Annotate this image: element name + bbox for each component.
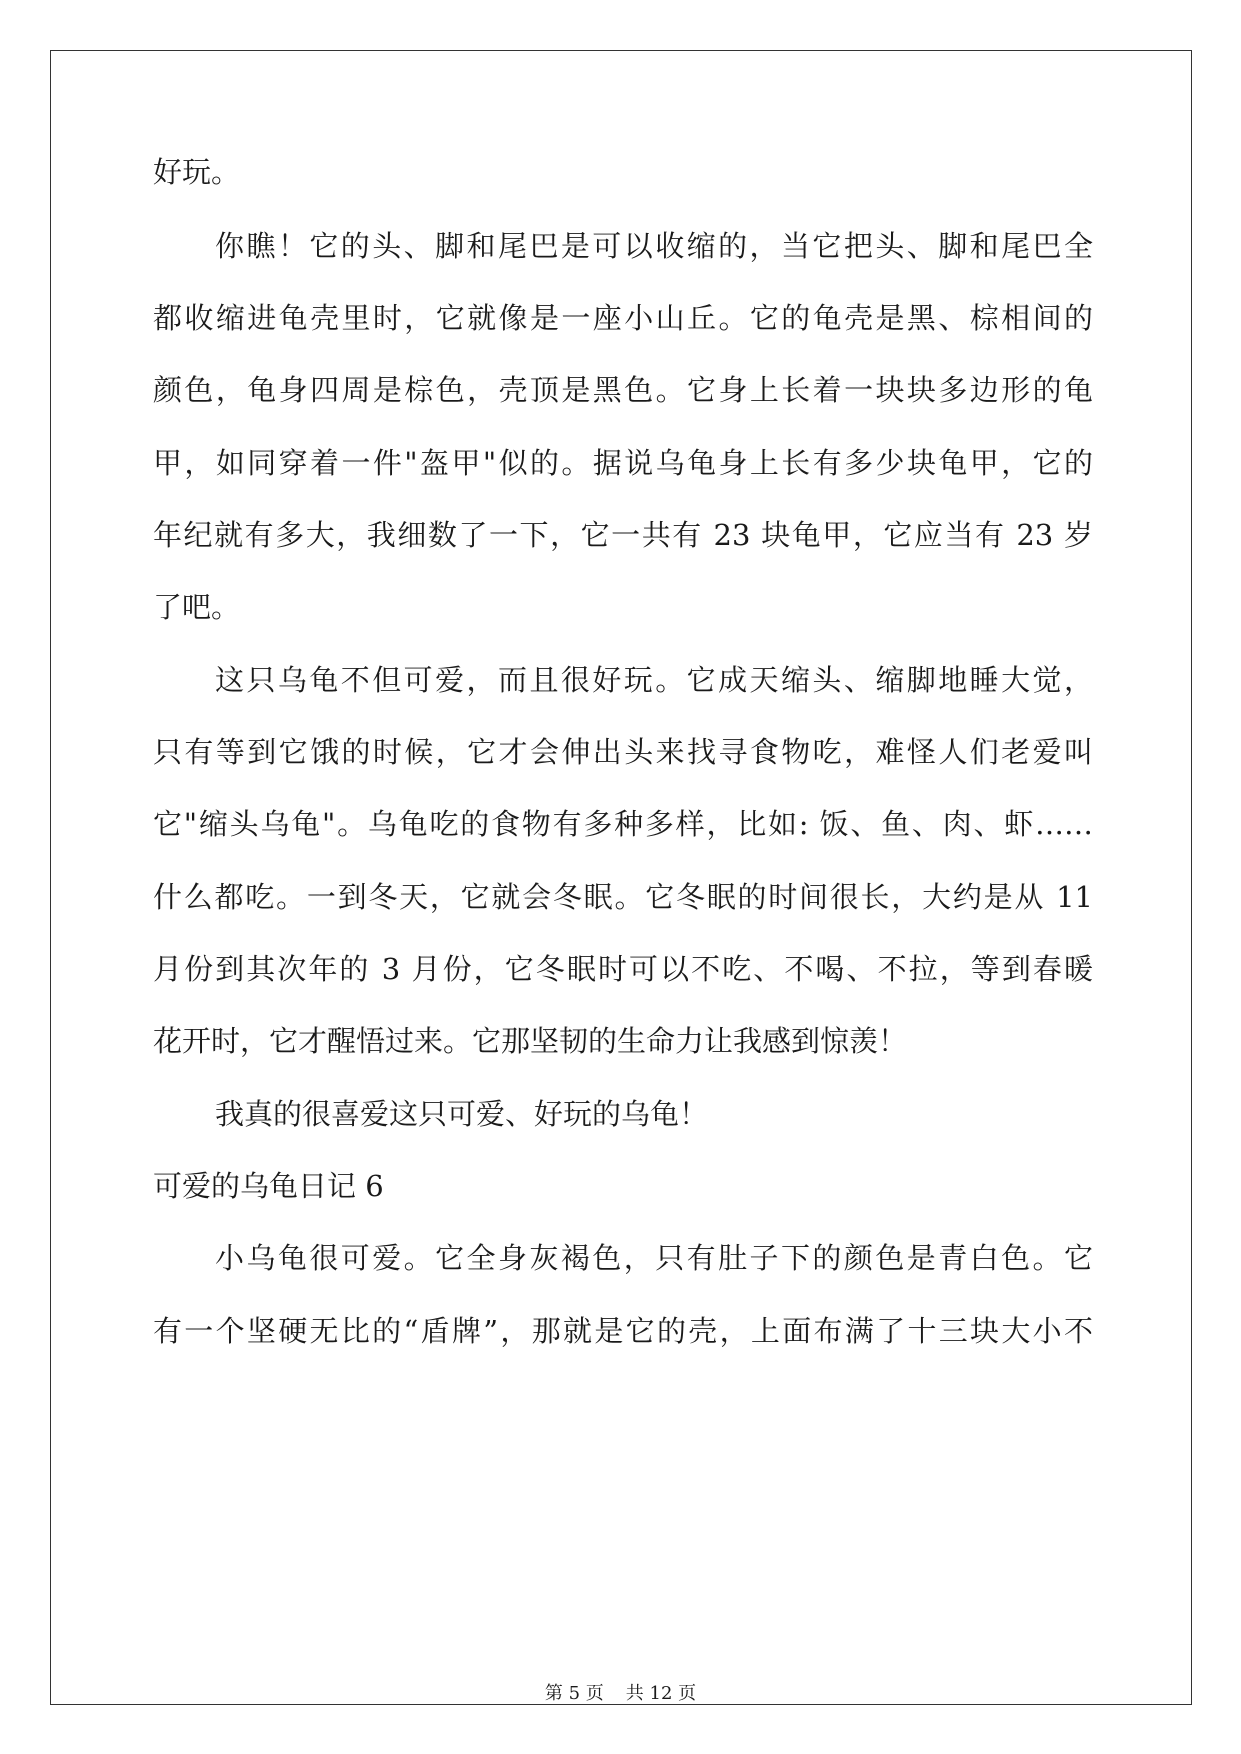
text-line: 月份到其次年的 3 月份，它冬眠时可以不吃、不喝、不拉，等到春暖 xyxy=(153,952,1093,986)
section-heading: 可爱的乌龟日记 6 xyxy=(153,1169,384,1203)
text-line: 它"缩头乌龟"。乌龟吃的食物有多种多样，比如: 饭、鱼、肉、虾…… xyxy=(153,807,1093,841)
page-footer xyxy=(0,1682,1241,1706)
paragraph-first-line: 这只乌龟不但可爱，而且很好玩。它成天缩头、缩脚地睡大觉， xyxy=(215,663,1093,697)
text-line: 颜色，龟身四周是棕色，壳顶是黑色。它身上长着一块块多边形的龟 xyxy=(153,373,1093,407)
text-line: 花开时，它才醒悟过来。它那坚韧的生命力让我感到惊羡！ xyxy=(153,1024,908,1058)
page-total: 共 12 页 xyxy=(625,1683,697,1704)
paragraph-first-line: 我真的很喜爱这只可爱、好玩的乌龟！ xyxy=(215,1097,709,1131)
text-line: 甲，如同穿着一件"盔甲"似的。据说乌龟身上长有多少块龟甲，它的 xyxy=(153,446,1093,480)
text-line: 年纪就有多大，我细数了一下，它一共有 23 块龟甲，它应当有 23 岁 xyxy=(153,518,1093,552)
page-number: 第 5 页 xyxy=(544,1683,604,1704)
text-line: 什么都吃。一到冬天，它就会冬眠。它冬眠的时间很长，大约是从 11 xyxy=(153,880,1093,914)
text-line: 只有等到它饿的时候，它才会伸出头来找寻食物吃，难怪人们老爱叫 xyxy=(153,735,1093,769)
text-line: 好玩。 xyxy=(153,155,241,189)
paragraph-first-line: 小乌龟很可爱。它全身灰褐色，只有肚子下的颜色是青白色。它 xyxy=(215,1241,1093,1275)
paragraph-first-line: 你瞧！它的头、脚和尾巴是可以收缩的，当它把头、脚和尾巴全 xyxy=(215,229,1093,263)
text-line: 都收缩进龟壳里时，它就像是一座小山丘。它的龟壳是黑、棕相间的 xyxy=(153,301,1093,335)
text-line: 有一个坚硬无比的“盾牌”，那就是它的壳，上面布满了十三块大小不 xyxy=(153,1314,1093,1348)
text-line: 了吧。 xyxy=(153,590,241,624)
